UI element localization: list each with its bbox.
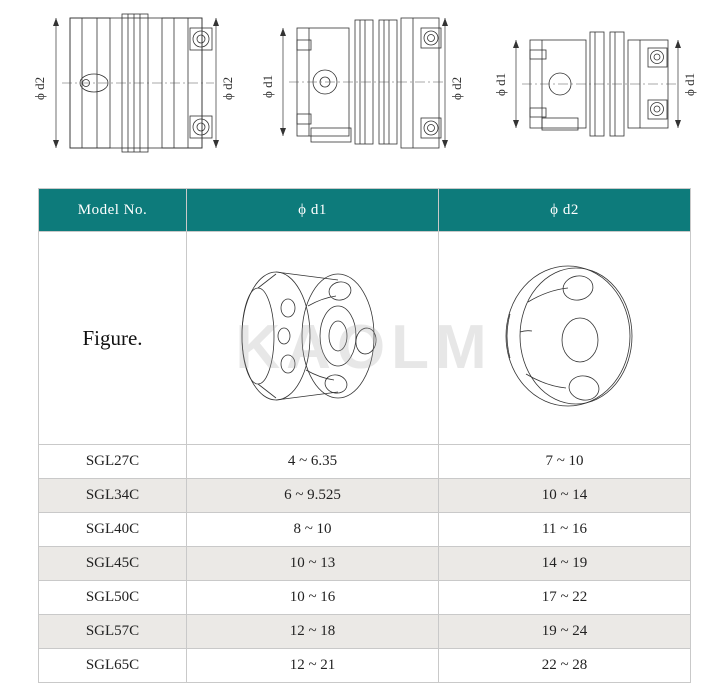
- dimension-label-d2: ϕ d2: [449, 76, 464, 100]
- cell-d2: 22 ~ 28: [439, 649, 691, 683]
- table-row: [39, 581, 691, 615]
- table-row: [39, 649, 691, 683]
- figure-cell-d2: [439, 232, 691, 445]
- cell-d2: 10 ~ 14: [439, 479, 691, 513]
- figure-row: [39, 232, 691, 445]
- cell-d1: 12 ~ 18: [187, 615, 439, 649]
- dimension-label-d1-right: ϕ d1: [682, 72, 697, 96]
- cell-model: SGL65C: [39, 649, 187, 683]
- figure-cell-d1: [187, 232, 439, 445]
- cell-d2: 11 ~ 16: [439, 513, 691, 547]
- cell-d2: 19 ~ 24: [439, 615, 691, 649]
- watermark-text: KAOLM: [235, 313, 493, 382]
- cell-d1: 10 ~ 16: [187, 581, 439, 615]
- table-row: [39, 615, 691, 649]
- cell-model: SGL45C: [39, 547, 187, 581]
- dimension-label-d2-left: ϕ d2: [32, 76, 47, 100]
- dimension-label-d1-left: ϕ d1: [493, 72, 508, 96]
- cell-d2: 14 ~ 19: [439, 547, 691, 581]
- cell-model: SGL50C: [39, 581, 187, 615]
- table-header-row: [39, 189, 691, 232]
- column-header-d1: ϕ d1: [187, 189, 439, 232]
- cell-model: SGL40C: [39, 513, 187, 547]
- table-row: [39, 513, 691, 547]
- figure-label-cell: Figure.: [39, 232, 187, 445]
- cell-d1: 12 ~ 21: [187, 649, 439, 683]
- coupling-drawing-clamp: [490, 0, 705, 175]
- coupling-3d-view-d1: [187, 232, 438, 444]
- column-header-d2: ϕ d2: [439, 189, 691, 232]
- coupling-drawing-single-disc: [22, 0, 242, 175]
- coupling-drawing-double-disc: [255, 0, 475, 175]
- cell-model: SGL57C: [39, 615, 187, 649]
- cell-d1: 4 ~ 6.35: [187, 445, 439, 479]
- cell-d2: 7 ~ 10: [439, 445, 691, 479]
- cell-d1: 8 ~ 10: [187, 513, 439, 547]
- dimension-label-d2-right: ϕ d2: [220, 76, 235, 100]
- specification-table: [38, 188, 690, 683]
- cell-d2: 17 ~ 22: [439, 581, 691, 615]
- cell-d1: 10 ~ 13: [187, 547, 439, 581]
- table-row: [39, 547, 691, 581]
- cell-d1: 6 ~ 9.525: [187, 479, 439, 513]
- table-row: [39, 445, 691, 479]
- column-header-model: Model No.: [39, 189, 187, 232]
- coupling-3d-view-d2: [439, 232, 690, 444]
- dimension-label-d1: ϕ d1: [260, 74, 275, 98]
- table-row: [39, 479, 691, 513]
- technical-drawings-strip: [0, 0, 727, 175]
- cell-model: SGL27C: [39, 445, 187, 479]
- cell-model: SGL34C: [39, 479, 187, 513]
